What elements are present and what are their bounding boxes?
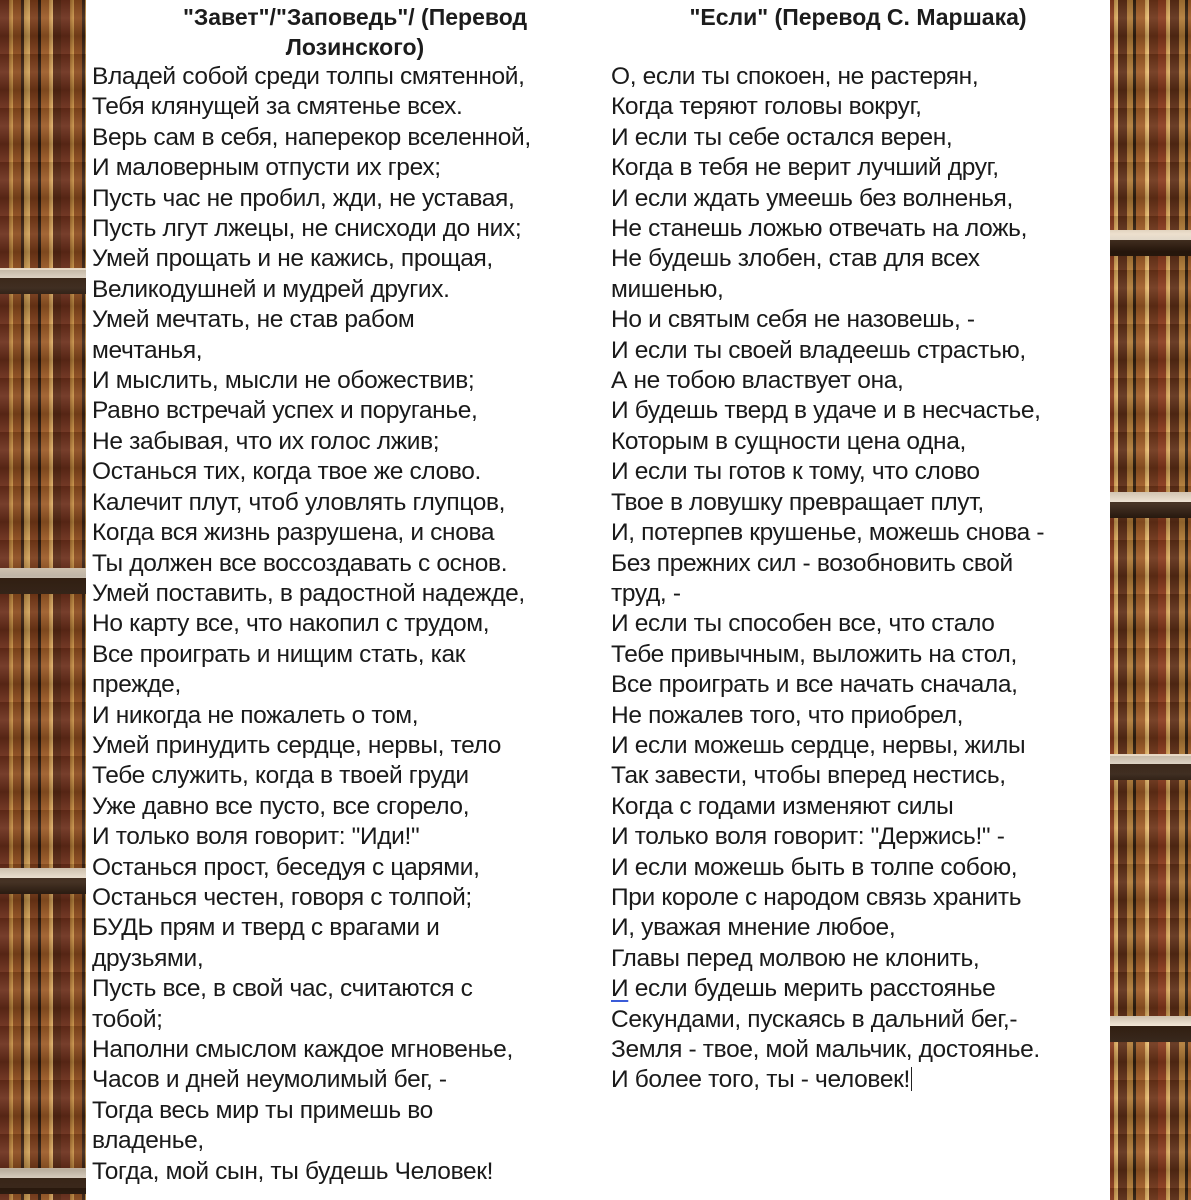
poem-line: Все проиграть и все начать сначала, [611,671,1018,699]
poem-line: Останься прост, беседуя с царями, [92,853,480,881]
poem-line: И только воля говорит: "Иди!" [92,823,420,851]
poem-line: И если можешь быть в толпе собою, [611,853,1018,881]
poem-line: И если ты готов к тому, что слово [611,458,980,486]
poem-line: мишенью, [611,275,724,303]
poem-line: И если ты способен все, что стало [611,610,995,638]
poem-line: И более того, ты - человек! [611,1066,910,1094]
poem-line: И, уважая мнение любое, [611,914,896,942]
spellcheck-mark[interactable]: И [611,975,629,1003]
poem-line: Но и святым себя не назовешь, - [611,306,975,334]
poem-line: Тогда весь мир ты примешь во [92,1096,433,1124]
poem-line: Останься тих, когда твое же слово. [92,458,482,486]
poem-line: Умей прощать и не кажись, прощая, [92,245,493,273]
poem-line: Не будешь злобен, став для всех [611,245,980,273]
poem-line: Так завести, чтобы вперед нестись, [611,762,1006,790]
bookshelf-background-left [0,0,90,1200]
poem-column-marshak [611,0,1105,1096]
poem-line: И если ты себе остался верен, [611,123,953,151]
poem-line: Когда теряют головы вокруг, [611,93,922,121]
poem-line: Когда вся жизнь разрушена, и снова [92,519,495,547]
poem-column-lozinsky [92,0,596,1187]
poem-line: Пусть лгут лжецы, не снисходи до них; [92,215,522,243]
poem-line: друзьями, [92,944,204,972]
poem-line: Когда с годами изменяют силы [611,792,954,820]
poem-line: И если можешь сердце, нервы, жилы [611,731,1026,759]
poem-line: И только воля говорит: "Держись!" - [611,823,1005,851]
poem-line: Пусть все, в свой час, считаются с [92,975,473,1003]
poem-line: Останься честен, говоря с толпой; [92,883,472,911]
poem-line: Не забывая, что их голос лжив; [92,427,440,455]
poem-line: прежде, [92,671,181,699]
poem-line: Пусть час не пробил, жди, не уставая, [92,184,515,212]
poem-line: Но карту все, что накопил с трудом, [92,610,490,638]
poem-line: И, потерпев крушенье, можешь снова - [611,519,1045,547]
poem-line: Тебя клянущей за смятенье всех. [92,93,463,121]
poem-line: Умей поставить, в радостной надежде, [92,579,525,607]
poem-title-lozinsky: "Завет"/"Заповедь"/ (Перевод Лозинского) [182,4,528,60]
poem-line: Главы перед молвою не клонить, [611,944,980,972]
poem-line: Ты должен все воссоздавать с основ. [92,549,508,577]
poem-line: Без прежних сил - возобновить свой [611,549,1013,577]
poem-lines-lozinsky [92,62,596,1187]
poem-line: Наполни смыслом каждое мгновенье, [92,1036,513,1063]
poem-line: И если ждать умеешь без волненья, [611,184,1013,212]
poem-line: При короле с народом связь хранить [611,883,1022,911]
poem-line: Которым в сущности цена одна, [611,427,966,455]
poem-line: Верь сам в себя, наперекор вселенной, [92,123,531,151]
poem-line: И мыслить, мысли не обожествив; [92,367,475,395]
poem-line: Тогда, мой сын, ты будешь Человек! [92,1157,494,1185]
bookshelf-background-right [1106,0,1191,1200]
document-page[interactable] [86,0,1110,1200]
poem-line: Умей мечтать, не став рабом [92,306,415,334]
poem-line: Тебе служить, когда в твоей груди [92,762,469,790]
poem-line: И если будешь мерить расстоянье [611,975,996,1003]
poem-title-marshak: "Если" (Перевод С. Маршака) [689,4,1027,30]
poem-line: тобой; [92,1005,163,1033]
poem-line: Калечит плут, чтоб уловлять глупцов, [92,488,506,516]
poem-line: Не пожалев того, что приобрел, [611,701,964,729]
poem-line: Не станешь ложью отвечать на ложь, [611,215,1028,243]
text-caret [911,1067,912,1091]
poem-line: Земля - твое, мой мальчик, достоянье. [611,1036,1040,1063]
poem-line: труд, - [611,579,681,607]
poem-line: И будешь тверд в удаче и в несчастье, [611,397,1041,425]
poem-line: мечтанья, [92,336,203,364]
poem-line: Часов и дней неумолимый бег, - [92,1066,447,1094]
poem-line: Великодушней и мудрей других. [92,275,450,303]
poem-line: И никогда не пожалеть о том, [92,701,419,729]
poem-line: Равно встречай успех и поруганье, [92,397,478,425]
poem-lines-marshak [611,62,1105,1096]
poem-line: О, если ты спокоен, не растерян, [611,63,979,90]
poem-line: И маловерным отпусти их грех; [92,154,441,182]
poem-line: И если ты своей владеешь страстью, [611,336,1026,364]
poem-line: Секундами, пускаясь в дальний бег,- [611,1005,1018,1033]
poem-line: А не тобою властвует она, [611,367,904,395]
poem-line: Твое в ловушку превращает плут, [611,488,984,516]
poem-line: Все проиграть и нищим стать, как [92,640,466,668]
poem-line: Тебе привычным, выложить на стол, [611,640,1017,668]
poem-line: Когда в тебя не верит лучший друг, [611,154,999,182]
poem-line: Умей принудить сердце, нервы, тело [92,731,502,759]
poem-line: владенье, [92,1127,204,1155]
poem-line: Уже давно все пусто, все сгорело, [92,792,470,820]
poem-line: Владей собой среди толпы смятенной, [92,63,525,90]
poem-line: БУДЬ прям и тверд с врагами и [92,914,440,942]
